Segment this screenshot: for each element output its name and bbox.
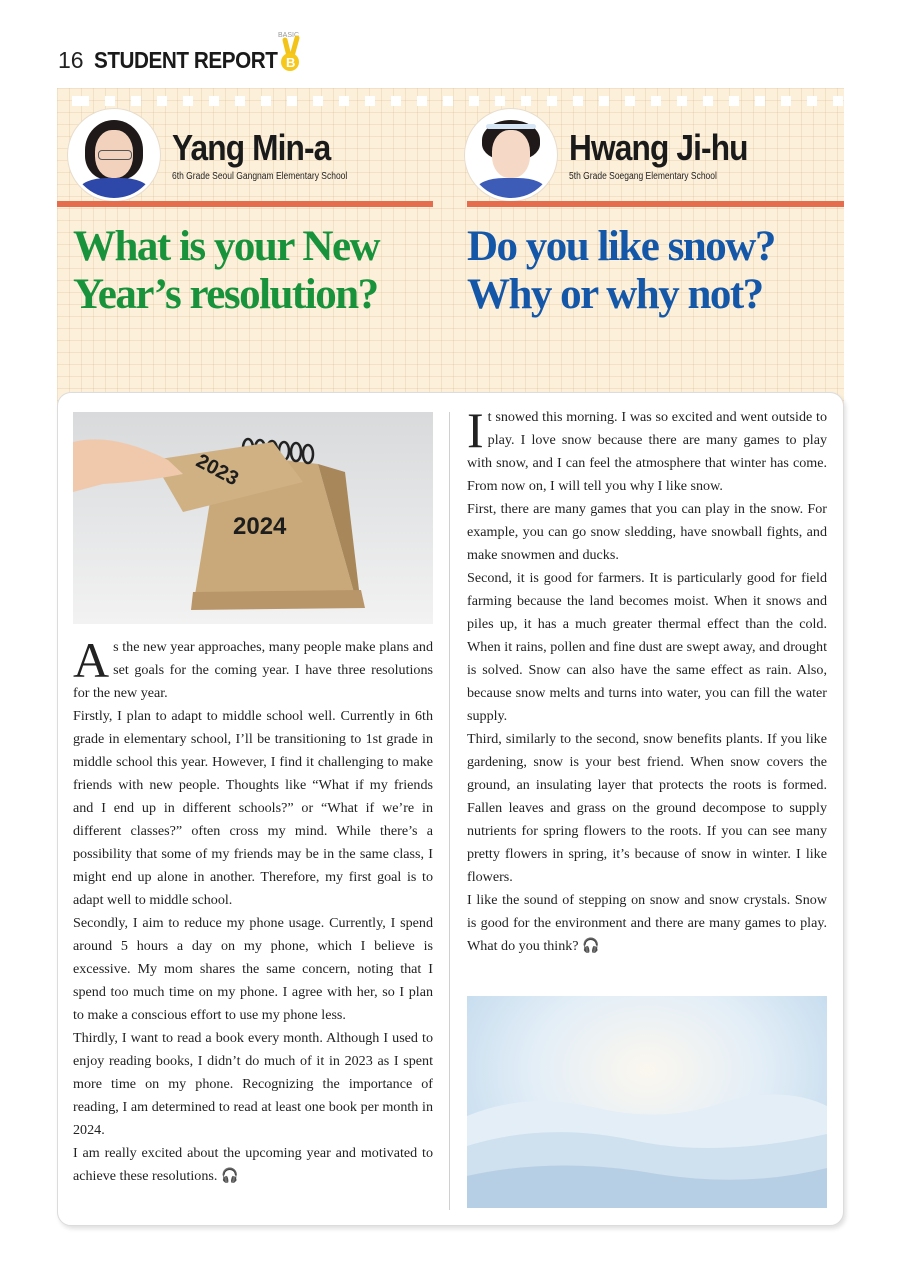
- paragraph: Third, similarly to the second, snow benefits plants. If you like gardening, snow is your best friend. When snow covers the ground, an insulating layer that protects the roots is formed. Fallen leaves and grass on the ground decompose to supply nutrients for spring flowers to the roots. If you can see many pretty flowers in spring, it’s because of snow in winter. I like flowers.: [467, 731, 827, 885]
- paragraph: Secondly, I aim to reduce my phone usage. Currently, I spend around 5 hours a day on my phone, which I believe is excessive. My mom shares the same concern, noting that I spend too much time on my phone. I agree with her, so I plan to make a conscious effort to use my phone less.: [73, 915, 433, 1023]
- author-right: [465, 109, 772, 201]
- author-left: [68, 109, 378, 201]
- headphones-icon: 🎧: [582, 938, 600, 954]
- paragraph: Firstly, I plan to adapt to middle school well. Currently in 6th grade in elementary school, I’ll be transitioning to 1st grade in middle school this year. However, I find it challenging to make friends with new people. Thoughts like “What if my friends and I end up in different schools?” or “What if we’re in different classes?” often cross my mind. While there’s a possibility that some of my friends may be in the same class, I might end up alone in another. Therefore, my first goal is to adapt well to middle school.: [73, 708, 433, 908]
- question-line: Why or why not?: [467, 271, 763, 318]
- question-left: [73, 223, 433, 319]
- author-school: 5th Grade Soegang Elementary School: [569, 170, 717, 182]
- paragraph: Second, it is good for farmers. It is particularly good for field farming because the land becomes moist. When it snows and piles up, it has a much greater thermal effect than the cold. When it rains, pollen and fine dust are swept away, and drought is solved. Snow can also have the same effect as rain. Also, because snow melts and turns into water, you can fill the water supply.: [467, 570, 827, 724]
- basic-badge-icon: [275, 28, 305, 74]
- paragraph: It snowed this morning. I was so excited and went outside to play. I love snow because there are many games to play with snow, and I can feel the atmosphere that winter has come. From now on, I will tell you why I like snow.: [467, 402, 827, 494]
- drop-cap: A: [73, 632, 110, 688]
- author-school: 6th Grade Seoul Gangnam Elementary School: [172, 170, 348, 182]
- year-2024-label: 2024: [233, 513, 287, 540]
- year-2023-label: 2023: [192, 449, 243, 491]
- page-header: [58, 40, 297, 80]
- snow-photo: [467, 996, 827, 1208]
- divider-rule-left: [57, 201, 433, 207]
- calendar-photo: [73, 412, 433, 624]
- drop-cap: I: [467, 402, 484, 458]
- headphones-icon: 🎧: [220, 1168, 239, 1184]
- divider-rule-right: [467, 201, 844, 207]
- avatar: [465, 109, 557, 201]
- paragraph: First, there are many games that you can play in the snow. For example, you can go snow sledding, have snowball fights, and make snowmen and ducks.: [467, 501, 827, 563]
- badge-letter: B: [286, 55, 296, 70]
- paragraph: Thirdly, I want to read a book every month. Although I used to enjoy reading books, I didn’t do much of it in 2023 as I spent more time on my phone. Recognizing the importance of reading, I am determined to read at least one book per month in 2024.: [73, 1030, 433, 1138]
- paragraph: I like the sound of stepping on snow and snow crystals. Snow is good for the environment and there are many games to play. What do you think? 🎧: [467, 892, 827, 954]
- avatar: [68, 109, 160, 201]
- page-number: 16: [58, 46, 84, 73]
- question-line: Do you like snow?: [467, 223, 775, 270]
- paragraph: As the new year approaches, many people make plans and set goals for the coming year. I have three resolutions for the new year.: [73, 632, 433, 701]
- question-line: What is your New: [73, 223, 380, 270]
- badge-text: BASIC: [278, 32, 300, 39]
- author-name: Yang Min-a: [172, 126, 331, 168]
- page-title: STUDENT REPORT: [93, 46, 278, 73]
- perforation: [57, 96, 844, 106]
- question-line: Year’s resolution?: [73, 271, 378, 318]
- article-right: [467, 402, 827, 958]
- author-name: Hwang Ji-hu: [569, 126, 748, 168]
- article-left: [73, 632, 433, 1188]
- question-right: [467, 223, 837, 319]
- column-divider: [449, 412, 450, 1210]
- paragraph: I am really excited about the upcoming year and motivated to achieve these resolutions. 🎧: [73, 1145, 433, 1184]
